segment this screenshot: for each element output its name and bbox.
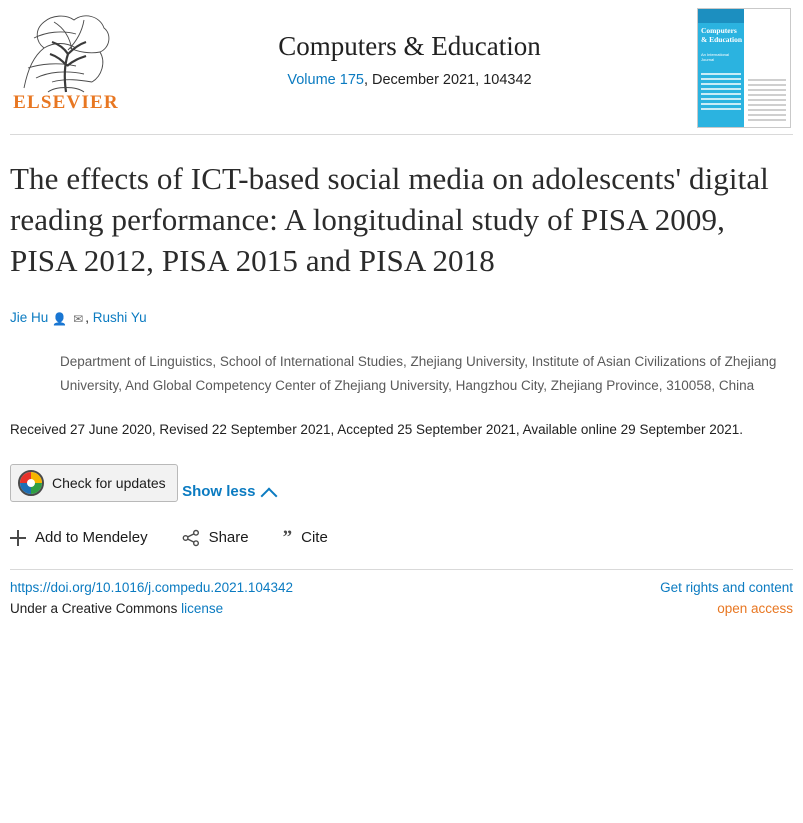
header-divider — [10, 134, 793, 135]
doi-link[interactable]: https://doi.org/10.1016/j.compedu.2021.104342 — [10, 580, 293, 596]
affiliation-text: Department of Linguistics, School of International Studies, Zhejiang University, Institute of Asian Civilizations of Zhejiang University, And Global Competency Center of Zhejiang University, Hangzhou City, Zhejiang Province, 310058, China — [60, 353, 777, 393]
cover-subtitle: An International Journal — [701, 52, 730, 62]
article-actions — [10, 528, 793, 547]
check-for-updates-button[interactable] — [10, 464, 178, 502]
license-text — [10, 601, 223, 616]
check-for-updates-label: Check for updates — [52, 475, 166, 492]
author-separator: , — [85, 309, 93, 325]
journal-header — [10, 0, 793, 128]
license-link[interactable]: license — [181, 601, 224, 617]
author-link-2[interactable]: Rushi Yu — [92, 309, 147, 325]
cite-label: Cite — [301, 529, 328, 547]
envelope-icon[interactable]: ✉ — [73, 311, 84, 326]
elsevier-wordmark: ELSEVIER — [13, 92, 119, 113]
get-rights-and-content-link[interactable]: Get rights and content — [660, 580, 793, 596]
journal-center — [122, 8, 697, 88]
cover-left-lines — [701, 73, 741, 113]
cover-title: Computers & Education — [701, 26, 743, 44]
cite-button[interactable] — [283, 528, 328, 547]
share-icon — [182, 529, 200, 547]
author-link-1[interactable]: Jie Hu — [10, 309, 49, 325]
footer-license-row — [10, 601, 793, 616]
article-history: Received 27 June 2020, Revised 22 September 2021, Accepted 25 September 2021, Available online 29 September 2021. — [10, 422, 744, 438]
page-title: The effects of ICT-based social media on adolescents' digital reading performance: A longitudinal study of PISA 2009, PISA 2012, PISA 2015 and PISA 2018 — [10, 161, 769, 278]
cover-right-lines — [748, 79, 786, 124]
show-less-label: Show less — [182, 483, 256, 501]
footer-doi-row — [10, 580, 793, 595]
elsevier-logo[interactable] — [10, 8, 122, 114]
author-profile-icon[interactable]: 👤 — [52, 311, 68, 326]
footer-divider — [10, 569, 793, 570]
journal-issue-line — [122, 72, 697, 88]
plus-icon — [10, 530, 26, 546]
author-list — [10, 308, 793, 328]
share-label: Share — [208, 529, 249, 547]
crossmark-icon — [18, 470, 44, 496]
issue-rest: , December 2021, 104342 — [363, 72, 532, 89]
chevron-up-icon — [262, 485, 276, 499]
volume-link[interactable]: Volume 175 — [287, 72, 364, 89]
elsevier-tree-icon — [14, 8, 118, 94]
add-to-mendeley-button[interactable] — [10, 529, 148, 546]
journal-cover-thumbnail[interactable] — [697, 8, 791, 128]
open-access-badge: open access — [717, 601, 793, 617]
journal-title: Computers & Education — [278, 31, 541, 61]
quote-icon: ” — [282, 527, 293, 549]
add-to-mendeley-label: Add to Mendeley — [35, 529, 148, 547]
license-prefix: Under a Creative Commons — [10, 601, 182, 617]
cover-top-band — [698, 9, 744, 23]
show-less-toggle[interactable] — [182, 483, 276, 500]
share-button[interactable] — [182, 529, 249, 547]
